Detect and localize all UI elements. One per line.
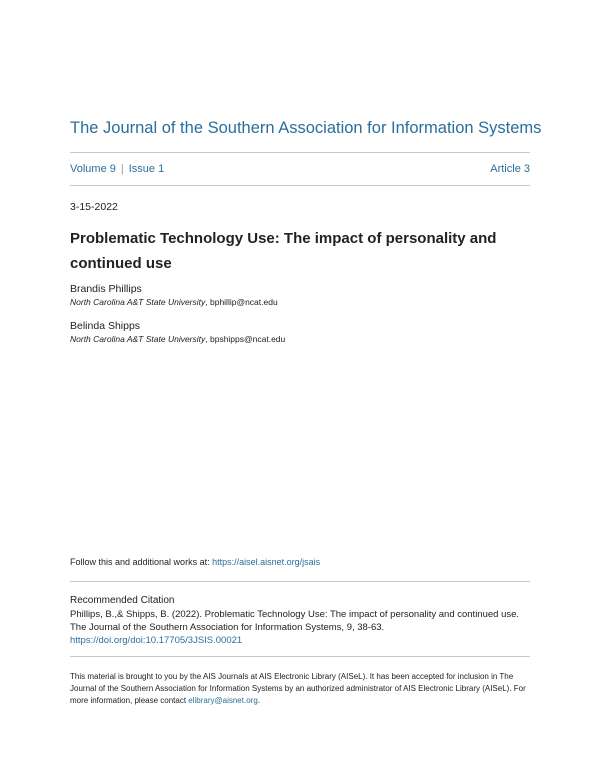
author-affiliation bbox=[70, 334, 285, 344]
journal-title[interactable]: The Journal of the Southern Association for Information Systems bbox=[70, 119, 542, 137]
collection-link[interactable]: https://aisel.aisnet.org/jsais bbox=[212, 557, 321, 567]
author-name: Brandis Phillips bbox=[70, 283, 142, 295]
follow-text: Follow this and additional works at: bbox=[70, 557, 213, 567]
volume-link[interactable]: Volume 9 bbox=[70, 163, 116, 175]
citation-text: Phillips, B.,& Shipps, B. (2022). Problematic Technology Use: The impact of personality and continued use. The Journal of the Southern Association for Information Systems, 9, 38-63. bbox=[70, 609, 520, 633]
author-email: , bpshipps@ncat.edu bbox=[205, 334, 286, 344]
affiliation-name: North Carolina A&T State University bbox=[70, 297, 206, 307]
doi-link[interactable]: https://doi.org/doi:10.17705/3JSIS.00021 bbox=[70, 635, 243, 646]
citation-block bbox=[70, 608, 530, 647]
footer-divider bbox=[70, 656, 530, 657]
volume-issue-separator: | bbox=[120, 163, 124, 175]
footer-end: . bbox=[257, 696, 260, 705]
citation-heading: Recommended Citation bbox=[70, 595, 175, 606]
follow-line bbox=[70, 557, 320, 567]
author-name: Belinda Shipps bbox=[70, 320, 141, 332]
paper-title: Problematic Technology Use: The impact of personality and continued use bbox=[70, 230, 497, 272]
volume-issue-row bbox=[70, 163, 530, 175]
contact-email-link[interactable]: elibrary@aisnet.org bbox=[188, 696, 258, 705]
article-link[interactable]: Article 3 bbox=[490, 163, 530, 175]
affiliation-name: North Carolina A&T State University bbox=[70, 334, 206, 344]
header-divider bbox=[70, 152, 530, 153]
meta-divider bbox=[70, 185, 530, 186]
volume-issue-links bbox=[70, 163, 164, 175]
author-email: , bphillip@ncat.edu bbox=[205, 297, 278, 307]
footer-text: This material is brought to you by the AIS Journals at AIS Electronic Library (AISeL). It has been accepted for inclusion in The Journal of the Southern Association for Information Systems by an authorized administrator of AIS Electronic Library (AISeL). For more information, please contact bbox=[70, 672, 526, 705]
footer-notice bbox=[70, 671, 530, 707]
issue-link[interactable]: Issue 1 bbox=[128, 163, 165, 175]
publication-date: 3-15-2022 bbox=[70, 201, 118, 213]
citation-divider bbox=[70, 581, 530, 582]
author-affiliation bbox=[70, 297, 278, 307]
